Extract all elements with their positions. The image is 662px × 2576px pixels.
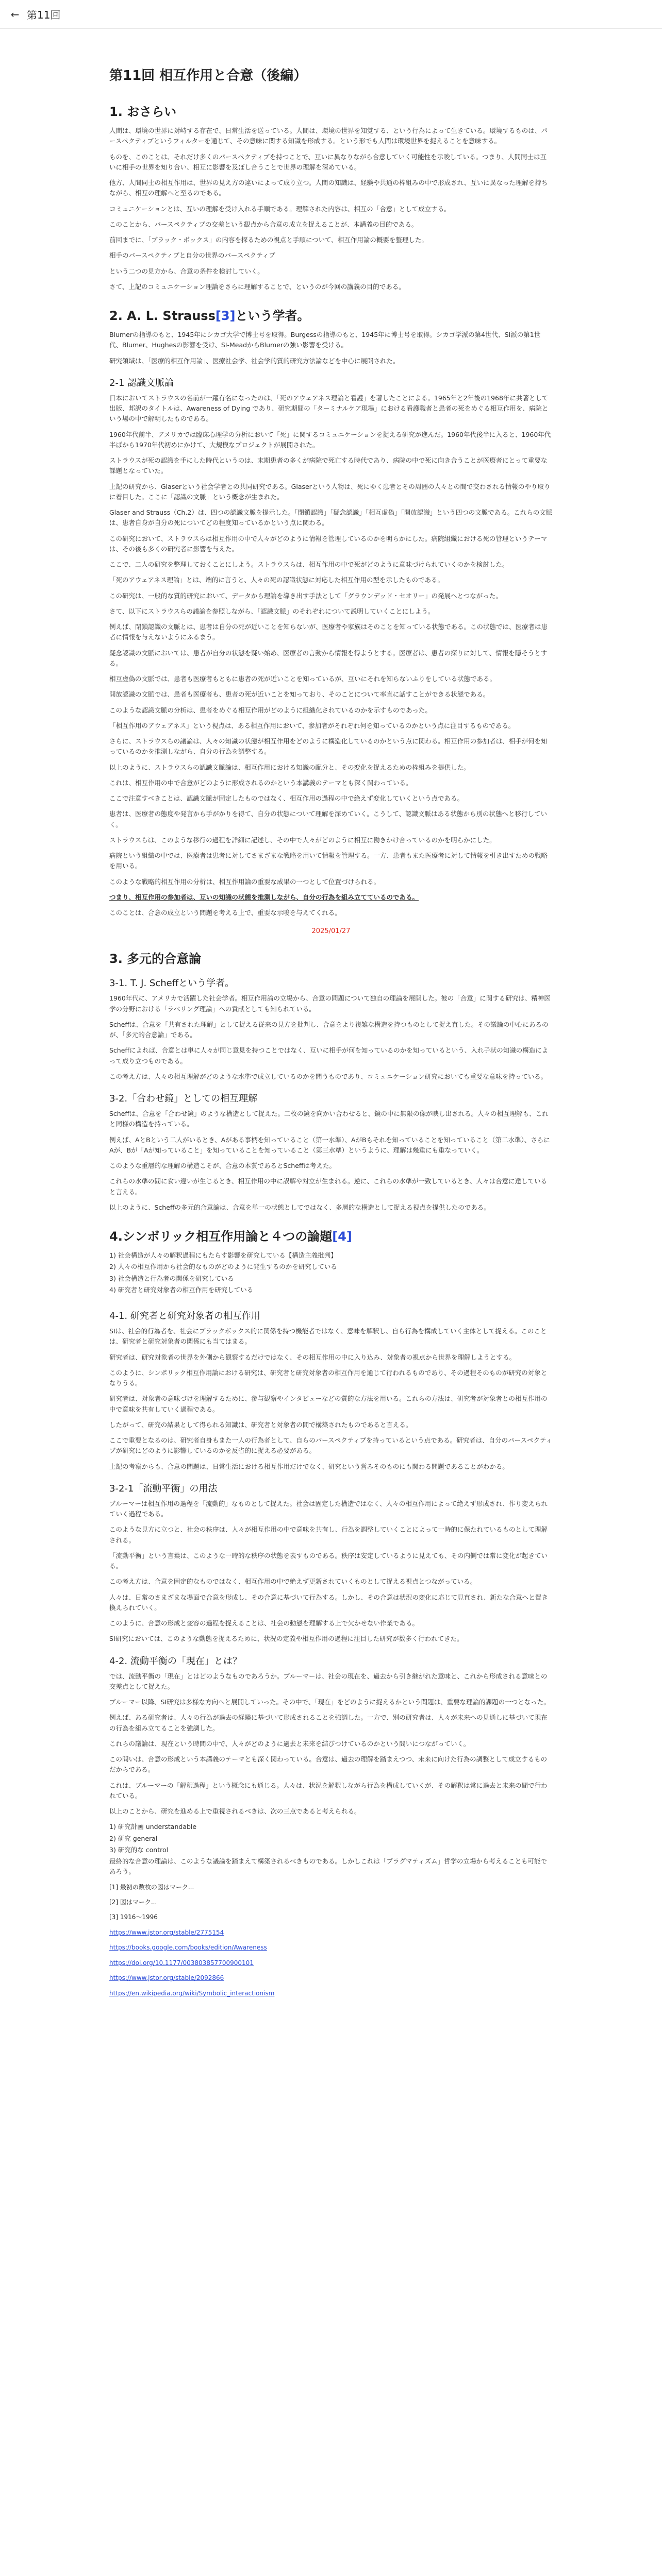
window-title: 第11回 bbox=[27, 9, 61, 21]
reference-link[interactable]: https://www.jstor.org/stable/2092866 bbox=[109, 1974, 224, 1982]
subsection-3-2-body: Scheffは、合意を「合わせ鏡」のような構造として捉えた。二枚の鏡を向かい合わせると、鏡の中に無限の像が映し出される。人々の相互理解も、これと同様の構造を持っている。 例えば、AとBという二人がいるとき、Aがある事柄を知っていること（第一水準）、AがBもそれを知っていることを知っていること（第二水準）、さらにAが、Bが「Aが知っていること」を知っていることを知っていること（第三水準）というように、理解は幾重にも重なっていく。 このような重層的な理解の構造こそが、合意の本質であるとScheffは考えた。 これらの水準の間に食い違いが生じるとき、相互作用の中に誤解や対立が生まれる。逆に、これらの水準が一致しているとき、人々は合意に達していると言える。 以上のように、Scheffの多元的合意論は、合意を単一の状態としてではなく、多層的な構造として捉える視点を提供したのである。 bbox=[109, 1110, 550, 1211]
list-item: 3) 社会構造と行為者の関係を研究している bbox=[109, 1274, 234, 1282]
subsection-3-2-heading: 3-2.「合わせ鏡」としての相互理解 bbox=[109, 1093, 258, 1104]
list-item: 4) 研究者と研究対象者の相互作用を研究している bbox=[109, 1285, 254, 1294]
subsection-3-1-heading: 3-1. T. J. Scheffという学者。 bbox=[109, 978, 235, 989]
list-item: 3) 研究的な control bbox=[109, 1845, 169, 1854]
top-bar bbox=[0, 0, 662, 29]
subsection-4-1-body: SIは、社会的行為者を、社会にブラックボックス的に関係を持つ機能者ではなく、意味を解釈し、自ら行為を構成していく主体として捉える。このことは、研究者と研究対象者の関係にも当てはまる。 研究者は、研究対象者の世界を外側から観察するだけではなく、その相互作用の中に入り込み、対象者の視点から世界を理解しようとする。 このように、シンボリック相互作用論における研究は、研究者と研究対象者の相互作用を通じて行われるものであり、その過程そのものが研究の対象となりうる。 研究者は、対象者の意味づけを理解するために、参与観察やインタビューなどの質的な方法を用いる。これらの方法は、研究者が対象者との相互作用の中で意味を共有していく過程である。 したがって、研究の結果として得られる知識は、研究者と対象者の間で構築されたものであると言える。 ここで重要となるのは、研究者自身もまた一人の行為者として、自らのパースペクティブを持っているという点である。研究者は、自分のパースペクティブが研究にどのように影響しているのかを反省的に捉える必要がある。 上記の考察からも、合意の問題は、日常生活における相互作用だけでなく、研究という営みそのものにも関わる問題であることがわかる。 bbox=[109, 1327, 553, 1470]
date-marker: 2025/01/27 bbox=[311, 927, 351, 936]
section-2-heading: 2. A. L. Strauss[3]という学者。 bbox=[109, 309, 310, 323]
subsection-4-1b-heading: 3-2-1「流動平衡」の用法 bbox=[109, 1483, 218, 1494]
section-4-heading: 4.シンボリック相互作用論と４つの論題[4] bbox=[109, 1229, 352, 1244]
subsection-2-1-body: 日本においてストラウスの名前が一躍有名になったのは、「死のアウェアネス理論と看護」を著したことによる。1965年と2年後の1968年に共著として出版、邦訳のタイトルは、Awareness of Dying であり、研究期間の「ターミナルケア現場」における看護職者と患者の死をめぐる相互作用を、病院という場の中で解明したものである。 1960年代前半、アメリカでは臨床心理学の分析において「死」に関するコミュニケーションを捉える研究が進んだ。1960年代後半に入ると、1960年代半ばから1970年代初めにかけて、大規模なプロジェクトが展開された。 ストラウスが死の認識を手にした時代というのは、末期患者の多くが病院で死亡する時代であり、病院の中で死に向き合うことが医療者にとって重要な課題となっていた。 上記の研究から、Glaserという社会学者との共同研究である。Glaserという人物は、死にゆく患者とその周囲の人々との間で交わされる情報のやり取りに着目した。ここに「認識の文脈」という概念が生まれた。 Glaser and Strauss（Ch.2）は、四つの認識文脈を提示した。「閉鎖認識」「疑念認識」「相互虚偽」「開放認識」という四つの文脈である。これらの文脈は、患者自身が自分の死についてどの程度知っているかという点に関わる。 この研究において、ストラウスらは相互作用の中で人々がどのように情報を管理しているのかを明らかにした。病院組織における死の管理というテーマは、その後も多くの研究者に影響を与えた。 ここで、二人の研究を整理しておくことにしよう。ストラウスらは、相互作用の中で死がどのように意味づけられていくのかを検討した。 「死のアウェアネス理論」とは、端的に言うと、人々の死の認識状態に対応した相互作用の型を示したものである。 この研究は、一般的な質的研究において、データから理論を導き出す手法として「グラウンデッド・セオリー」の発展へとつながった。 さて、以下にストラウスらの議論を参照しながら、「認識文脈」のそれぞれについて説明していくことにしよう。 例えば、閉鎖認識の文脈とは、患者は自分の死が近いことを知らないが、医療者や家族はそのことを知っている状態である。この状態では、医療者は患者に情報を与えないようにふるまう。 疑念認識の文脈においては、患者が自分の状態を疑い始め、医療者の言動から情報を得ようとする。医療者は、患者の探りに対して、情報を隠そうとする。 相互虚偽の文脈では、患者も医療者もともに患者の死が近いことを知っているが、互いにそれを知らないふりをしている状態である。 開放認識の文脈では、患者も医療者も、患者の死が近いことを知っており、そのことについて率直に話すことができる状態である。 このような認識文脈の分析は、患者をめぐる相互作用がどのように組織化されているのかを示すものであった。 「相互作用のアウェアネス」という視点は、ある相互作用において、参加者がそれぞれ何を知っているのかという点に注目するものである。 さらに、ストラウスらの議論は、人々の知識の状態が相互作用をどのように構造化しているのかという点に関わる。相互作用の参加者は、相手が何を知っているのかを推測しながら、自分の行為を調整する。 以上のように、ストラウスらの認識文脈論は、相互作用における知識の配分と、その変化を捉えるための枠組みを提供した。 これは、相互作用の中で合意がどのように形成されるのかという本講義のテーマとも深く関わっている。 ここで注意すべきことは、認識文脈が固定したものではなく、相互作用の過程の中で絶えず変化していくという点である。 患者は、医療者の態度や発言から手がかりを得て、自分の状態について理解を深めていく。こうして、認識文脈はある状態から別の状態へと移行していく。 ストラウスらは、このような移行の過程を詳細に記述し、その中で人々がどのように相互に働きかけ合っているのかを明らかにした。 病院という組織の中では、医療者は患者に対してさまざまな戦略を用いて情報を管理する。一方、患者もまた医療者に対して情報を引き出すための戦略を用いる。 このような戦略的相互作用の分析は、相互作用論の重要な成果の一つとして位置づけられる。 つまり、相互作用の参加者は、互いの知識の状態を推測しながら、自分の行為を組み立てているのである。 このことは、合意の成立という問題を考える上で、重要な示唆を与えてくれる。 bbox=[109, 394, 553, 917]
list-item: 2) 人々の相互作用から社会的なものがどのように発生するのかを研究している bbox=[109, 1263, 337, 1271]
reference-link[interactable]: https://doi.org/10.1177/003803857700900101 bbox=[109, 1959, 254, 1967]
document-title: 第11回 相互作用と合意（後編） bbox=[109, 68, 307, 83]
references bbox=[109, 1883, 553, 1999]
reference-marker[interactable]: [4] bbox=[332, 1229, 352, 1244]
list-item: 1) 社会構造が人々の解釈過程にもたらす影響を研究している【構造主義批判】 bbox=[109, 1251, 337, 1259]
reference-item: [1] 最初の数枚の図はマーク... bbox=[109, 1883, 194, 1891]
subsection-4-1b-body: ブルーマーは相互作用の過程を「流動的」なものとして捉えた。社会は固定した構造ではなく、人々の相互作用によって絶えず形成され、作り変えられていく過程である。 このような見方に立つと、社会の秩序は、人々が相互作用の中で意味を共有し、行為を調整していくことによって一時的に保たれているものとして理解される。 「流動平衡」という言葉は、このような一時的な秩序の状態を表すものである。秩序は安定しているように見えても、その内側では常に変化が起きている。 この考え方は、合意を固定的なものではなく、相互作用の中で絶えず更新されていくものとして捉える視点とつながっている。 人々は、日常のさまざまな場面で合意を形成し、その合意に基づいて行為する。しかし、その合意は状況の変化に応じて見直され、新たな合意へと置き換えられていく。 このように、合意の形成と変容の過程を捉えることは、社会の動態を理解する上で欠かせない作業である。 SI研究においては、このような動態を捉えるために、状況の定義や相互作用の過程に注目した研究が数多く行われてきた。 bbox=[109, 1499, 548, 1643]
section-2-body: Blumerの指導のもと、1945年にシカゴ大学で博士号を取得。Burgessの指導のもと、1945年に博士号を取得。シカゴ学派の第4世代、SI派の第1世代、Blumer、Hughesの影響を受け、SI-MeadからBlumerの強い影響を受ける。 研究領域は、「医療的相互作用論」、医療社会学、社会学的質的研究方法論などを中心に展開された。 bbox=[109, 331, 541, 365]
section-4-2-list bbox=[109, 1822, 553, 1855]
document-page bbox=[109, 29, 553, 1998]
section-1-body: 人間は、環境の世界に対峙する存在で、日常生活を送っている。人間は、環境の世界を知覚する、という行為によって生きている。環境するものは、パースペクティブというフィルターを通じて、その意味に関する知識を形成する。という形でも人間は環境世界を捉えることを意味する。 ものを、このことは、それだけ多くのパースペクティブを持つことで、互いに異なりながら合意していく可能性を示唆している。つまり、人間同士は互いに相手の世界を知り合い、相互に影響を及ぼし合うことで世界の理解を深めている。 他方、人間同士の相互作用は、世界の見え方の違いによって成り立つ。人間の知識は、経験や共通の枠組みの中で形成され、互いに異なった理解を持ちながら、相互の理解へと至るのである。 コミュニケーションとは、互いの理解を受け入れる手順である。理解された内容は、相互の「合意」として成立する。 このことから、パースペクティブの交差という観点から合意の成立を捉えることが、本講義の目的である。 前回までに、「ブラック・ボックス」の内容を探るための視点と手順について、相互作用論の概要を整理した。 相手のパースペクティブと自分の世界のパースペクティブ という二つの見方から、合意の条件を検討していく。 さて、上記のコミュニケーション理論をさらに理解することで、というのが今回の講義の目的である。 bbox=[109, 127, 548, 291]
section-1-heading: 1. おさらい bbox=[109, 105, 177, 119]
subsection-2-1-heading: 2-1 認識文脈論 bbox=[109, 377, 174, 388]
reference-marker[interactable]: [3] bbox=[215, 309, 236, 323]
reference-link[interactable]: https://books.google.com/books/edition/Awareness bbox=[109, 1944, 267, 1952]
back-arrow-icon[interactable]: ← bbox=[10, 8, 20, 21]
section-4-2-closing: 最終的な合意の理論は、このような議論を踏まえて構築されるべきものである。しかしこれは「プラグマティズム」哲学の立場から考えることも可能であろう。 bbox=[109, 1857, 548, 1876]
subsection-4-1-heading: 4-1. 研究者と研究対象者の相互作用 bbox=[109, 1311, 260, 1321]
list-item: 1) 研究計画 understandable bbox=[109, 1823, 197, 1831]
subsection-4-2-body: では、流動平衡の「現在」とはどのようなものであろうか。ブルーマーは、社会の現在を、過去から引き継がれた意味と、これから形成される意味との交差点として捉えた。 ブルーマー以降、SI研究は多様な方向へと展開していった。その中で、「現在」をどのように捉えるかという問題は、重要な理論的課題の一つとなった。 例えば、ある研究者は、人々の行為が過去の経験に基づいて形成されることを強調した。一方で、別の研究者は、人々が未来への見通しに基づいて現在の行為を組み立てることを強調した。 これらの議論は、現在という時間の中で、人々がどのように過去と未来を結びつけているのかという問いにつながっていく。 この問いは、合意の形成という本講義のテーマとも深く関わっている。合意は、過去の理解を踏まえつつ、未来に向けた行為の調整として成立するものだからである。 これは、ブルーマーの「解釈過程」という概念にも通じる。人々は、状況を解釈しながら行為を構成していくが、その解釈は常に過去と未来の間で行われている。 以上のことから、研究を進める上で重視されるべきは、次の三点であると考えられる。 bbox=[109, 1672, 550, 1815]
reference-item: [3] 1916～1996 bbox=[109, 1913, 158, 1921]
reference-link[interactable]: https://www.jstor.org/stable/2775154 bbox=[109, 1928, 224, 1936]
subsection-4-2-heading: 4-2. 流動平衡の「現在」とは？ bbox=[109, 1655, 242, 1667]
reference-item: [2] 図はマーク... bbox=[109, 1898, 157, 1906]
section-4-list bbox=[109, 1250, 553, 1295]
list-item: 2) 研究 general bbox=[109, 1834, 158, 1842]
reference-link[interactable]: https://en.wikipedia.org/wiki/Symbolic_interactionism bbox=[109, 1989, 275, 1997]
section-3-heading: 3. 多元的合意論 bbox=[109, 952, 202, 967]
subsection-3-1-body: 1960年代に、アメリカで活躍した社会学者。相互作用論の立場から、合意の問題について独自の理論を展開した。彼の「合意」に関する研究は、精神医学の分野における「ラベリング理論」への貢献としても知られている。 Scheffは、合意を「共有された理解」として捉える従来の見方を批判し、合意をより複雑な構造を持つものとして捉え直した。その議論の中心にあるのが、「多元的合意論」である。 Scheffによれば、合意とは単に人々が同じ意見を持つことではなく、互いに相手が何を知っているのかを知っているという、入れ子状の知識の構造によって成り立つものである。 この考え方は、人々の相互理解がどのような水準で成立しているのかを問うものであり、コミュニケーション研究においても重要な意味を持っている。 bbox=[109, 994, 551, 1080]
